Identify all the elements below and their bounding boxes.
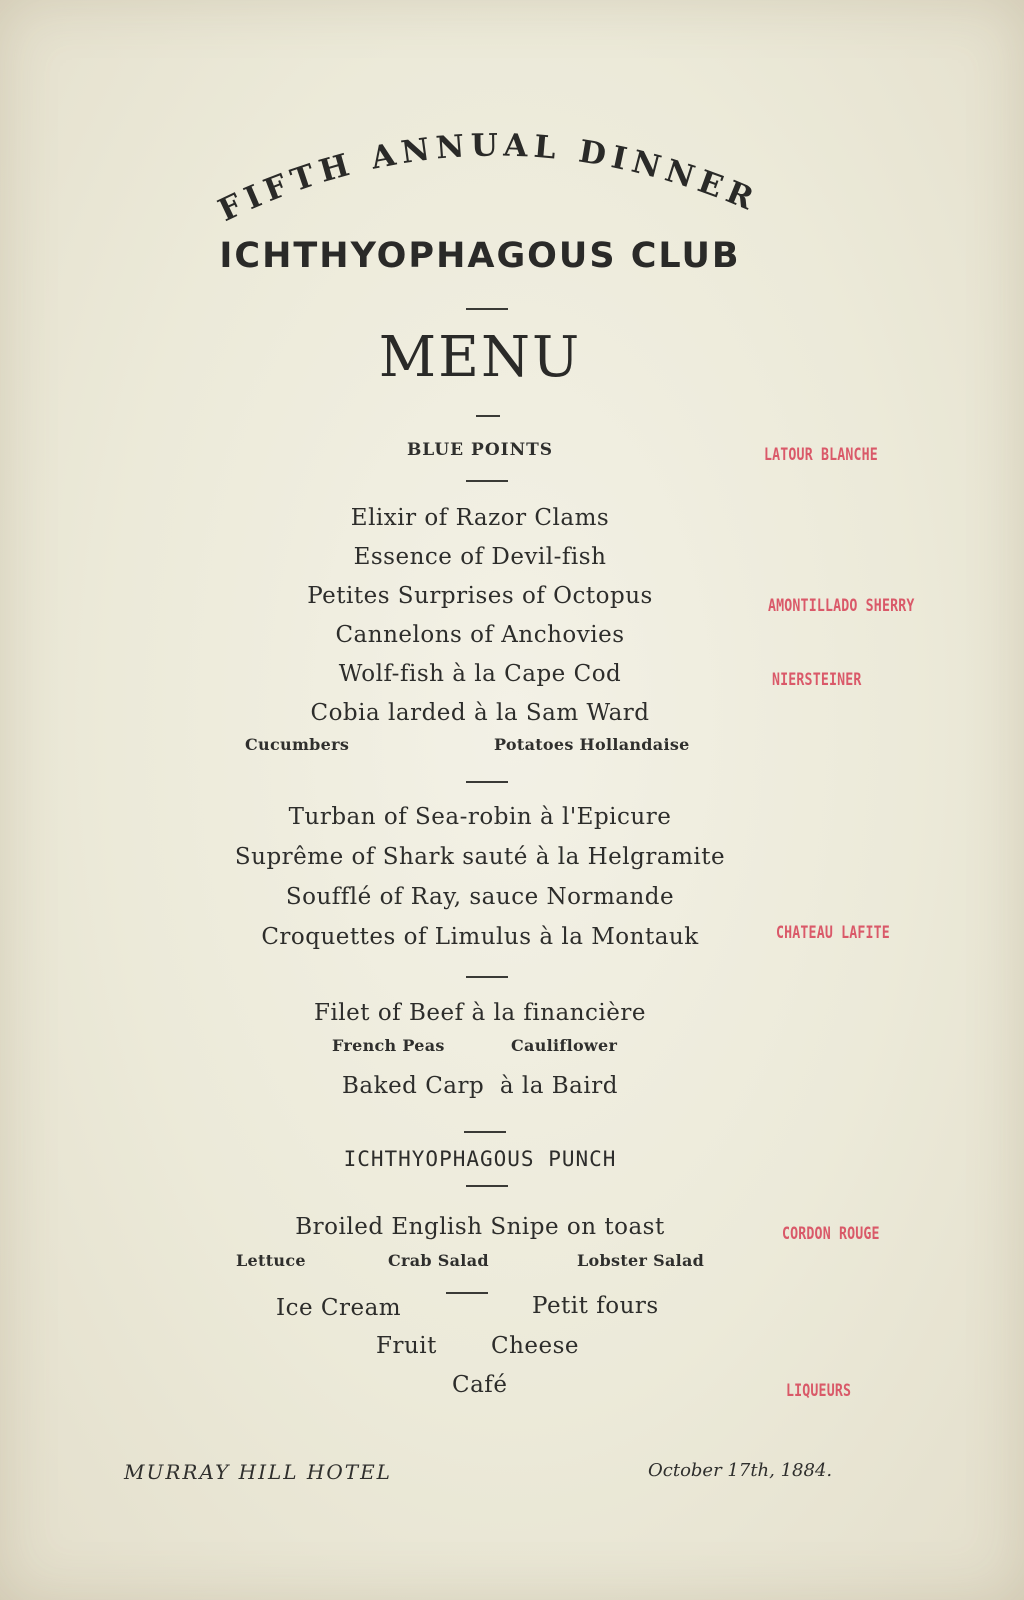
side-dish: Lettuce	[236, 1251, 306, 1270]
divider	[464, 1131, 506, 1133]
side-dish: Cauliflower	[511, 1036, 618, 1055]
divider	[466, 781, 508, 783]
side-dish: Cucumbers	[245, 735, 350, 754]
club-name: ICHTHYOPHAGOUS CLUB	[219, 236, 741, 276]
side-dish: French Peas	[332, 1036, 445, 1055]
side-dish: Crab Salad	[388, 1251, 489, 1270]
divider	[466, 480, 508, 482]
dish: Filet of Beef à la financière	[313, 1000, 647, 1026]
wine-stamp: AMONTILLADO SHERRY	[768, 596, 915, 616]
dish: Elixir of Razor Clams	[350, 505, 610, 531]
dish: Cannelons of Anchovies	[335, 622, 625, 648]
dish: Turban of Sea-robin à l'Epicure	[288, 804, 672, 830]
dish: Suprême of Shark sauté à la Helgramite	[234, 844, 726, 870]
divider	[476, 415, 500, 417]
dessert: Petit fours	[532, 1293, 659, 1319]
menu-title: MENU	[378, 325, 582, 390]
dessert: Café	[452, 1372, 508, 1398]
dish: Broiled English Snipe on toast	[295, 1214, 665, 1240]
dessert: Fruit	[376, 1333, 437, 1359]
dish: Wolf-fish à la Cape Cod	[338, 661, 622, 687]
side-dish: Potatoes Hollandaise	[494, 735, 690, 754]
venue: MURRAY HILL HOTEL	[124, 1460, 392, 1484]
punch: ICHTHYOPHAGOUS PUNCH	[343, 1147, 617, 1171]
dish: Essence of Devil-fish	[353, 544, 607, 570]
date: October 17th, 1884.	[648, 1460, 833, 1481]
course-blue-points: BLUE POINTS	[406, 440, 554, 460]
dish: Cobia larded à la Sam Ward	[310, 700, 650, 726]
wine-stamp: CORDON ROUGE	[782, 1224, 880, 1244]
divider	[466, 976, 508, 978]
wine-stamp: NIERSTEINER	[772, 670, 862, 690]
dish: Croquettes of Limulus à la Montauk	[261, 924, 699, 950]
wine-stamp: CHATEAU LAFITE	[776, 923, 890, 943]
arc-title: FIFTH ANNUAL DINNER	[213, 127, 764, 229]
dish: Petites Surprises of Octopus	[307, 583, 653, 609]
divider	[446, 1292, 488, 1294]
dish: Baked Carp à la Baird	[342, 1073, 618, 1099]
divider	[466, 308, 508, 310]
wine-stamp: LIQUEURS	[786, 1381, 852, 1401]
dessert: Ice Cream	[276, 1295, 402, 1321]
dish: Soufflé of Ray, sauce Normande	[285, 884, 675, 910]
dessert: Cheese	[491, 1333, 580, 1359]
side-dish: Lobster Salad	[577, 1251, 705, 1270]
divider	[466, 1185, 508, 1187]
wine-stamp: LATOUR BLANCHE	[764, 445, 878, 465]
